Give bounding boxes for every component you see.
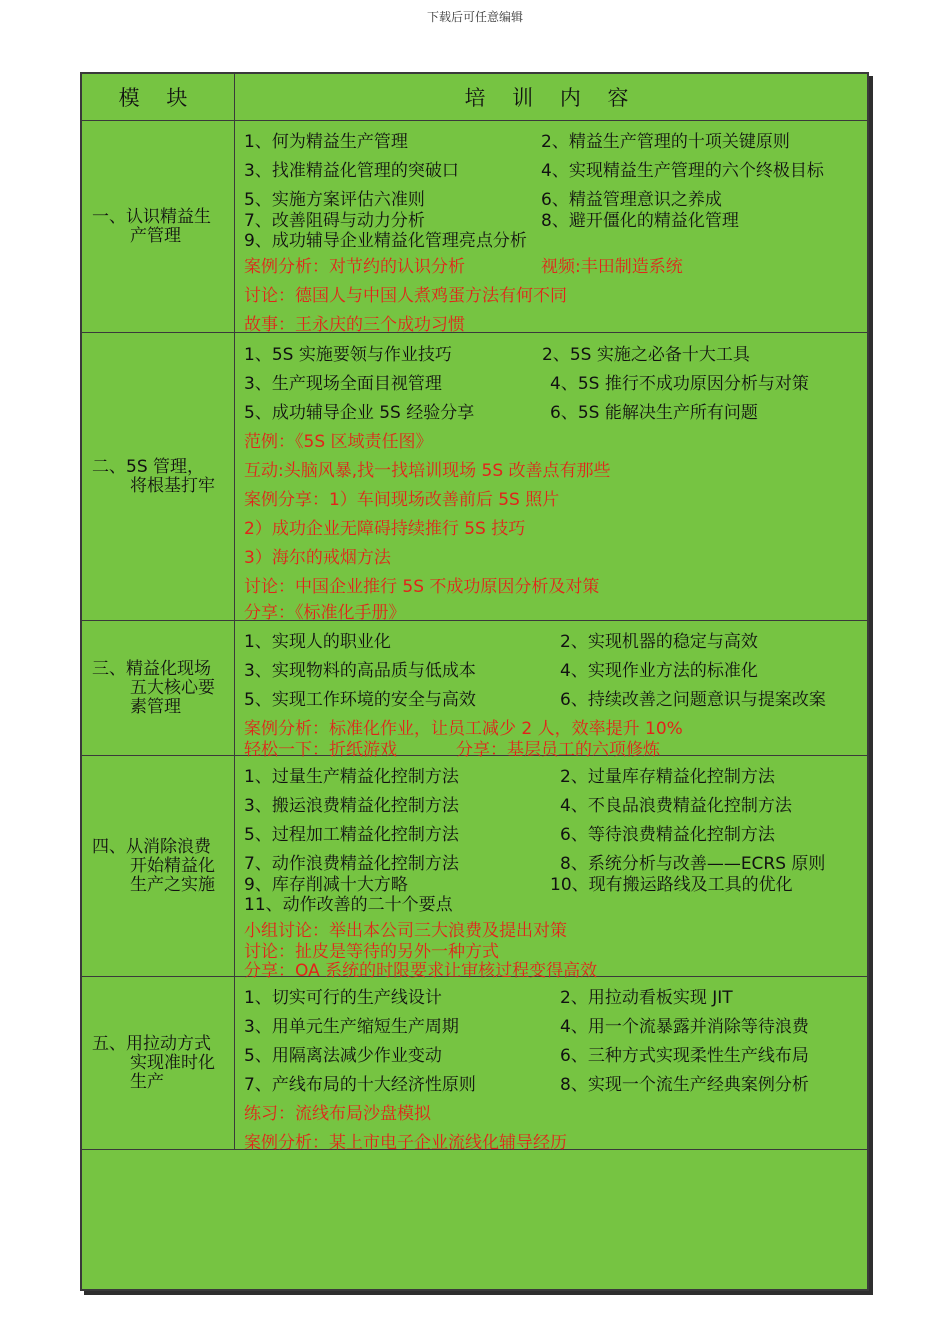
module-name <box>84 208 232 246</box>
case-item: 案例分析：标准化作业，让员工减少 2 人，效率提升 10% <box>244 719 683 739</box>
module-name-cell <box>82 333 235 620</box>
case-item: 互动:头脑风暴,找一找培训现场 5S 改善点有那些 <box>244 461 611 481</box>
item: 2、精益生产管理的十项关键原则 <box>541 132 790 152</box>
content-line <box>244 427 433 452</box>
module-name-cell <box>82 756 235 976</box>
case-item: 案例分享：1）车间现场改善前后 5S 照片 <box>244 490 560 510</box>
content-line <box>244 1070 809 1095</box>
content-line <box>244 1012 809 1037</box>
item: 8、实现一个流生产经典案例分析 <box>560 1075 809 1095</box>
item: 5、实现工作环境的安全与高效 <box>244 690 476 710</box>
case-item: 讨论：德国人与中国人煮鸡蛋方法有何不同 <box>244 286 567 306</box>
item: 1、实现人的职业化 <box>244 632 391 652</box>
content-line <box>244 252 683 277</box>
case-item: 轻松一下：折纸游戏 <box>244 740 397 760</box>
item: 8、避开僵化的精益化管理 <box>541 211 739 231</box>
content-line <box>244 598 406 623</box>
content-line <box>244 226 527 251</box>
module-row-4 <box>82 756 867 981</box>
item: 5、过程加工精益化控制方法 <box>244 825 459 845</box>
module-row-1 <box>82 121 867 333</box>
item: 4、5S 推行不成功原因分析与对策 <box>550 374 809 394</box>
module-content-cell <box>236 621 867 760</box>
module-name <box>84 458 232 496</box>
item: 4、不良品浪费精益化控制方法 <box>560 796 792 816</box>
item: 5、实施方案评估六准则 <box>244 190 425 210</box>
content-line <box>244 572 599 597</box>
case-item: 讨论：扯皮是等待的另外一种方式 <box>244 942 499 962</box>
case-item: 范例：《5S 区域责任图》 <box>244 432 433 452</box>
item: 2、过量库存精益化控制方法 <box>560 767 775 787</box>
content-line <box>244 514 525 539</box>
content-line <box>244 983 733 1008</box>
case-item: 练习：流线布局沙盘模拟 <box>244 1104 431 1124</box>
module-name-line: 二、5S 管理， <box>92 456 205 477</box>
module-name-line: 生产之实施 <box>130 874 215 895</box>
item: 5、成功辅导企业 5S 经验分享 <box>244 403 475 423</box>
content-line <box>244 791 792 816</box>
module-name-line: 开始精益化 <box>130 855 215 876</box>
module-name-line: 三、精益化现场 <box>92 658 211 679</box>
content-line <box>244 627 758 652</box>
module-content-cell <box>236 756 867 981</box>
module-name <box>84 660 232 717</box>
content-line <box>244 127 790 152</box>
case-item: 案例分析：对节约的认识分析 <box>244 257 465 277</box>
module-header-cell <box>82 74 235 120</box>
case-item: 分享：基层员工的六项修炼 <box>456 740 660 760</box>
item: 6、5S 能解决生产所有问题 <box>550 403 758 423</box>
module-name-cell <box>82 977 235 1149</box>
item: 7、动作浪费精益化控制方法 <box>244 854 459 874</box>
case-item: 2）成功企业无障碍持续推行 5S 技巧 <box>244 519 526 539</box>
module-content-cell <box>236 333 867 623</box>
content-header-label: 培 训 内 容 <box>464 86 639 110</box>
content-line <box>244 820 775 845</box>
module-name-line: 实现准时化 <box>130 1052 215 1073</box>
content-line <box>244 485 559 510</box>
module-row-3 <box>82 621 867 760</box>
item: 3、实现物料的高品质与低成本 <box>244 661 476 681</box>
content-line <box>244 656 758 681</box>
module-row-5 <box>82 977 867 1153</box>
item: 6、三种方式实现柔性生产线布局 <box>560 1046 809 1066</box>
module-row-2 <box>82 333 867 621</box>
content-line <box>244 456 611 481</box>
content-line <box>244 543 391 568</box>
table-header-row <box>82 74 867 121</box>
case-item: 分享：OA 系统的时限要求让审核过程变得高效 <box>244 961 598 981</box>
module-name-line: 一、认识精益生 <box>92 206 211 227</box>
content-header-cell <box>236 74 867 120</box>
item: 3、用单元生产缩短生产周期 <box>244 1017 459 1037</box>
content-line <box>244 1099 431 1124</box>
content-line <box>244 369 809 394</box>
module-name <box>84 838 232 895</box>
case-item: 分享：《标准化手册》 <box>244 603 406 623</box>
item: 8、系统分析与改善——ECRS 原则 <box>560 854 826 874</box>
content-line <box>244 685 826 710</box>
module-name-line: 产管理 <box>130 225 181 246</box>
page-header: 下载后可任意编辑 <box>426 10 523 24</box>
content-line <box>244 762 775 787</box>
module-name-cell <box>82 121 235 332</box>
module-name-line: 素管理 <box>130 696 181 717</box>
content-line <box>244 310 465 335</box>
case-item: 3）海尔的戒烟方法 <box>244 548 391 568</box>
item: 6、等待浪费精益化控制方法 <box>560 825 775 845</box>
item: 1、过量生产精益化控制方法 <box>244 767 459 787</box>
item: 4、用一个流暴露并消除等待浪费 <box>560 1017 809 1037</box>
module-name-line: 五大核心要 <box>130 677 215 698</box>
item: 3、搬运浪费精益化控制方法 <box>244 796 459 816</box>
case-item: 案例分析：某上市电子企业流线化辅导经历 <box>244 1133 567 1153</box>
item: 1、何为精益生产管理 <box>244 132 408 152</box>
item: 3、找准精益化管理的突破口 <box>244 161 459 181</box>
content-line <box>244 890 453 915</box>
module-name-line: 四、从消除浪费 <box>92 836 211 857</box>
content-line <box>244 340 750 365</box>
item: 3、生产现场全面目视管理 <box>244 374 442 394</box>
content-line <box>244 398 758 423</box>
module-header-label: 模 块 <box>118 86 198 110</box>
module-name-line: 五、用拉动方式 <box>92 1033 211 1054</box>
item: 9、库存削减十大方略 <box>244 875 408 895</box>
item: 7、改善阻碍与动力分析 <box>244 211 425 231</box>
item: 6、精益管理意识之养成 <box>541 190 722 210</box>
module-name-line: 生产 <box>130 1071 164 1092</box>
item: 4、实现精益生产管理的六个终极目标 <box>541 161 824 181</box>
module-content-cell <box>236 977 867 1153</box>
item: 1、切实可行的生产线设计 <box>244 988 442 1008</box>
item: 5、用隔离法减少作业变动 <box>244 1046 442 1066</box>
case-item: 故事：王永庆的三个成功习惯 <box>244 315 465 335</box>
item: 4、实现作业方法的标准化 <box>560 661 758 681</box>
module-content-cell <box>236 121 867 335</box>
item: 9、成功辅导企业精益化管理亮点分析 <box>244 231 527 251</box>
case-item: 小组讨论：举出本公司三大浪费及提出对策 <box>244 921 567 941</box>
item: 1、5S 实施要领与作业技巧 <box>244 345 452 365</box>
item: 7、产线布局的十大经济性原则 <box>244 1075 476 1095</box>
item: 2、实现机器的稳定与高效 <box>560 632 758 652</box>
content-line <box>244 1041 809 1066</box>
module-name <box>84 1035 232 1092</box>
training-table <box>80 72 869 1291</box>
content-line <box>244 156 824 181</box>
empty-row <box>82 1150 867 1289</box>
item: 2、用拉动看板实现 JIT <box>560 988 733 1008</box>
module-name-cell <box>82 621 235 755</box>
module-name-line: 将根基打牢 <box>130 475 215 496</box>
item: 6、持续改善之问题意识与提案改案 <box>560 690 826 710</box>
item: 11、动作改善的二十个要点 <box>244 895 453 915</box>
case-item: 讨论：中国企业推行 5S 不成功原因分析及对策 <box>244 577 600 597</box>
content-line <box>244 281 567 306</box>
case-item: 视频:丰田制造系统 <box>541 257 683 277</box>
item: 10、现有搬运路线及工具的优化 <box>550 875 793 895</box>
item: 2、5S 实施之必备十大工具 <box>542 345 750 365</box>
